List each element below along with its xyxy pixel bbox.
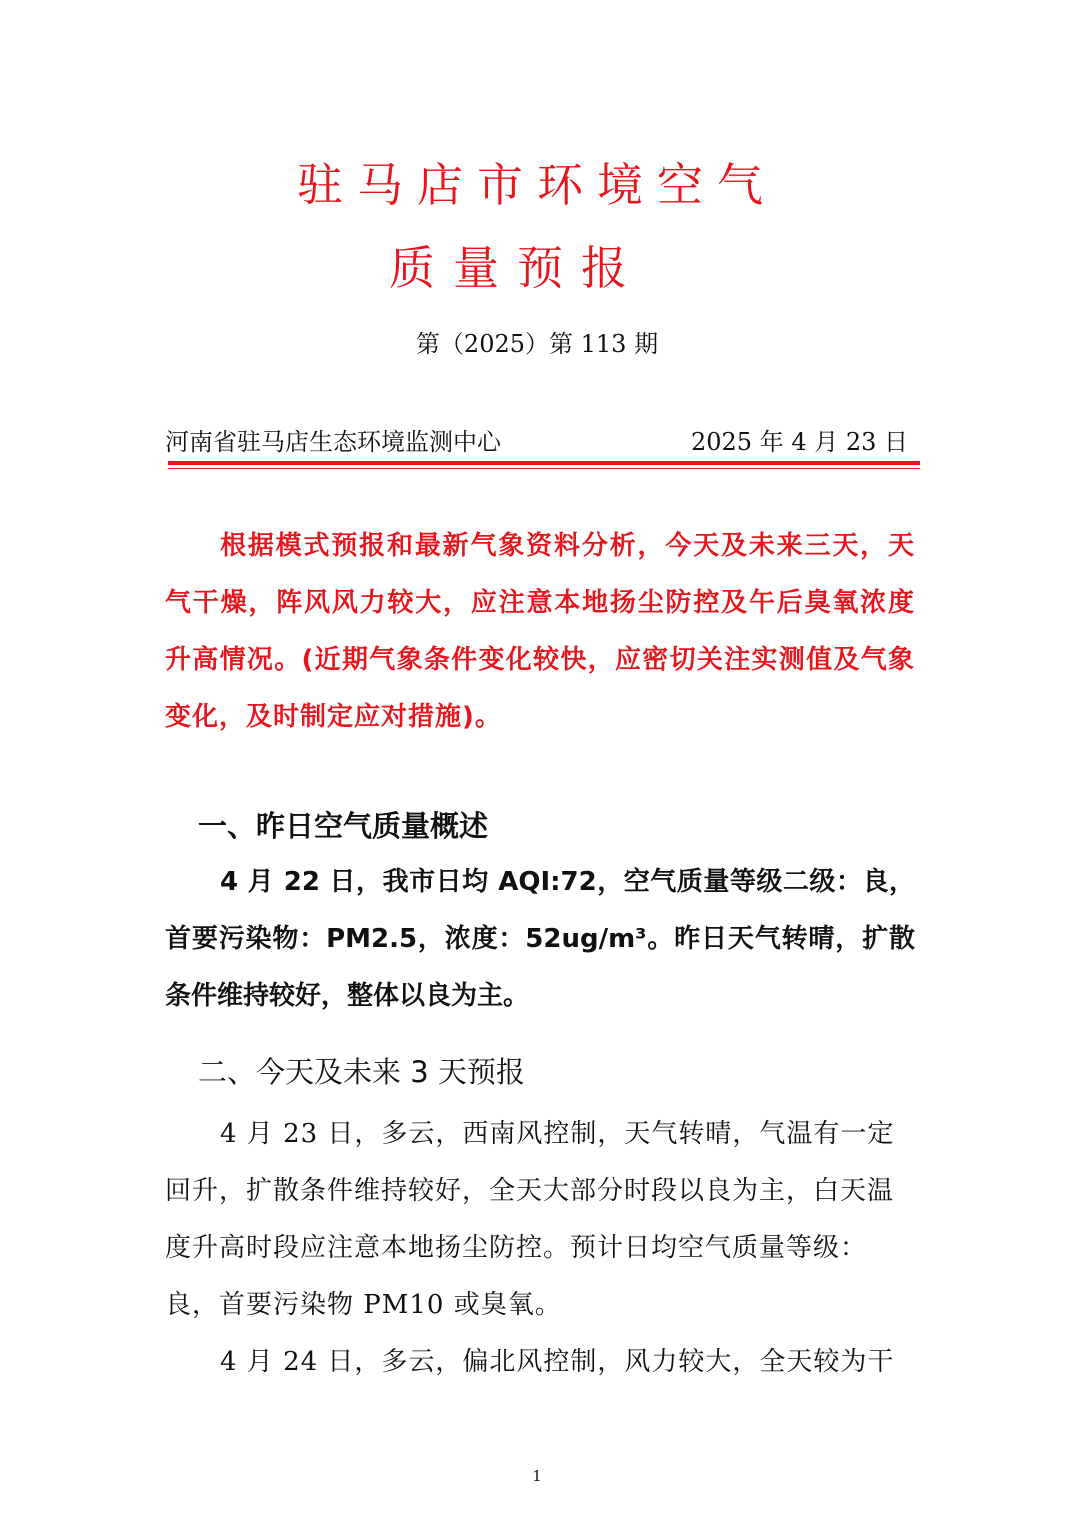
document-header: [165, 426, 909, 458]
organization-name: 河南省驻马店生态环境监测中心: [165, 428, 501, 456]
section-heading-forecast: 二、今天及未来 3 天预报: [198, 1055, 525, 1089]
section-heading-yesterday: 一、昨日空气质量概述: [198, 809, 489, 843]
forecast-day1-paragraph: 4 月 23 日，多云，西南风控制，天气转晴，气温有一定回升，扩散条件维持较好，全天大部分时段以良为主，白天温度升高时段应注意本地扬尘防控。预计日均空气质量等级：良，首要污染物 PM10 或臭氧。: [165, 1119, 895, 1320]
forecast-day2-paragraph: 4 月 24 日，多云，偏北风控制，风力较大，全天较为干: [220, 1347, 895, 1377]
issue-date: 2025 年 4 月 23 日: [691, 428, 909, 456]
report-title-line2: 质量预报: [389, 241, 645, 295]
header-divider-thick: [168, 461, 920, 465]
forecast-summary: 根据模式预报和最新气象资料分析，今天及未来三天，天气干燥，阵风风力较大，应注意本地扬尘防控及午后臭氧浓度升高情况。(近期气象条件变化较快，应密切关注实测值及气象变化，及时制定应对措施)。: [165, 531, 915, 732]
yesterday-overview-paragraph: 4 月 22 日，我市日均 AQI:72，空气质量等级二级：良，首要污染物：PM2.5，浓度：52ug/m³。昨日天气转晴，扩散条件维持较好，整体以良为主。: [165, 867, 915, 1011]
page-number: 1: [532, 1467, 542, 1485]
report-title-line1: 驻马店市环境空气: [297, 158, 777, 212]
issue-number: 第（2025）第 113 期: [415, 330, 659, 358]
header-divider-thin: [168, 468, 920, 469]
